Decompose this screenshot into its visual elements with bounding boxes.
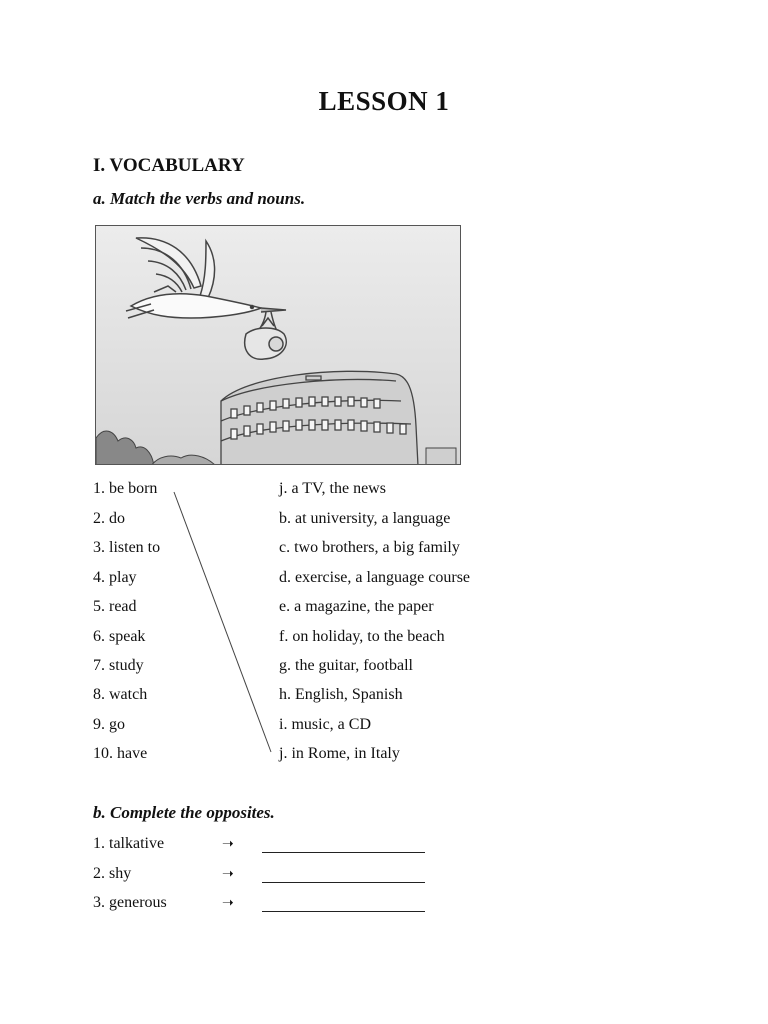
answer-blank[interactable] (262, 868, 425, 883)
verb-item: 10. have (93, 745, 148, 762)
noun-item: g. the guitar, football (279, 657, 413, 674)
lesson-title: LESSON 1 (318, 86, 450, 116)
part-b-instruction: b. Complete the opposites. (93, 803, 275, 822)
noun-item: d. exercise, a language course (279, 569, 471, 586)
arrow-icon: ➝ (222, 837, 234, 852)
noun-item: e. a magazine, the paper (279, 598, 434, 615)
verb-item: 4. play (93, 569, 137, 586)
opposite-word: 1. talkative (93, 835, 165, 852)
verb-item: 6. speak (93, 628, 146, 645)
baby-bundle-icon (245, 318, 287, 359)
verb-item: 9. go (93, 716, 125, 733)
verb-item: 7. study (93, 657, 144, 674)
arrow-icon: ➝ (222, 867, 234, 882)
verb-item: 3. listen to (93, 539, 161, 556)
verb-item: 2. do (93, 510, 125, 527)
noun-item: c. two brothers, a big family (279, 539, 460, 556)
verb-item: 8. watch (93, 686, 148, 703)
noun-item: j. in Rome, in Italy (279, 745, 400, 762)
section-title: I. VOCABULARY (93, 155, 245, 176)
noun-item: b. at university, a language (279, 510, 451, 527)
verb-item: 5. read (93, 598, 137, 615)
answer-blank[interactable] (262, 897, 425, 912)
part-a-instruction: a. Match the verbs and nouns. (93, 189, 306, 208)
noun-item: j. a TV, the news (279, 480, 386, 497)
answer-blank[interactable] (262, 838, 425, 853)
opposite-word: 3. generous (93, 894, 167, 911)
arrow-icon: ➝ (222, 896, 234, 911)
stork-icon (126, 238, 286, 338)
noun-item: f. on holiday, to the beach (279, 628, 445, 645)
stork-colosseum-illustration (95, 225, 461, 465)
noun-item: i. music, a CD (279, 716, 371, 733)
colosseum-icon (221, 371, 418, 465)
verb-item: 1. be born (93, 480, 158, 497)
opposite-word: 2. shy (93, 865, 132, 882)
illustration-svg (96, 226, 461, 465)
noun-item: h. English, Spanish (279, 686, 403, 703)
